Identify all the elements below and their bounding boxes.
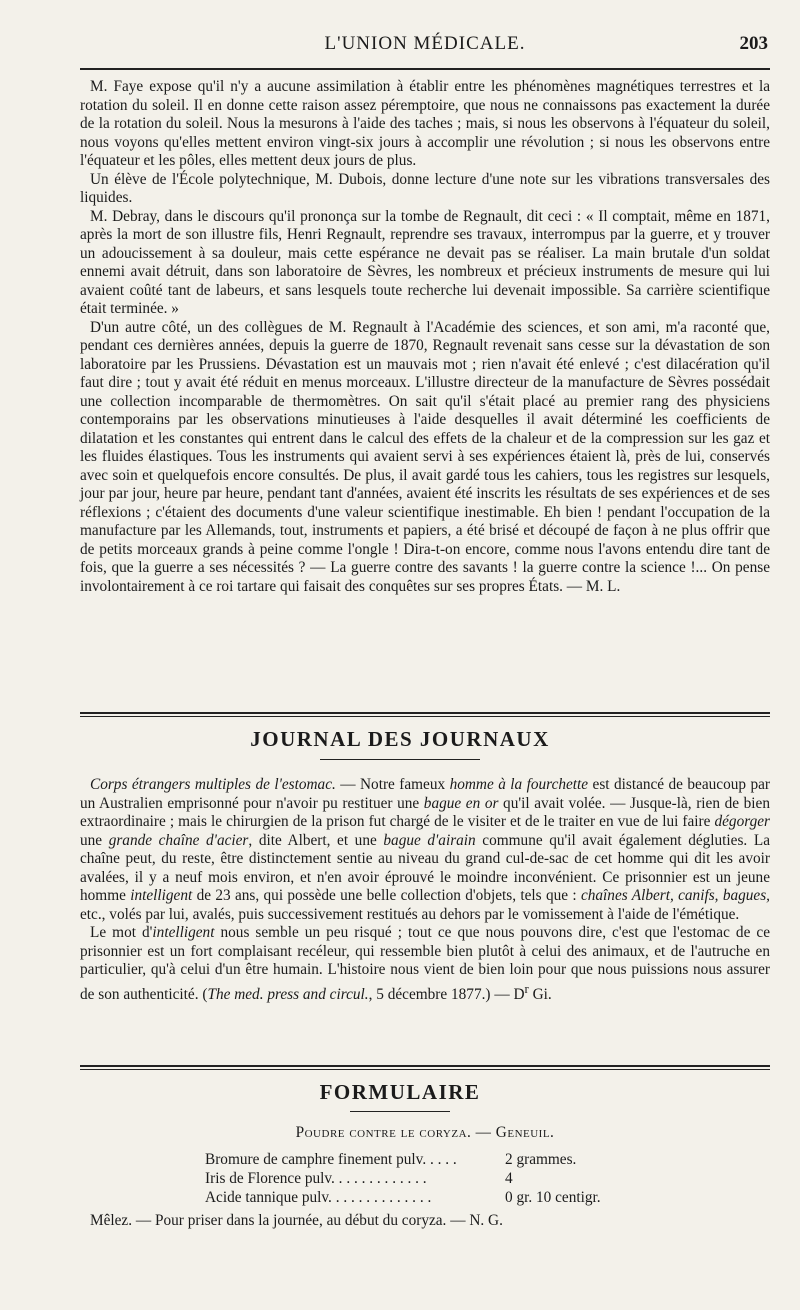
recipe-instructions: Mêlez. — Pour priser dans la journée, au début du coryza. — N. G. [90,1212,503,1229]
paragraph-faye: M. Faye expose qu'il n'y a aucune assimilation à établir entre les phénomènes magnétiques terrestres et la rotation du soleil. Il en donne cette raison assez péremptoire, que nous ne connaissons pas exactement la durée de la rotation du soleil. Nous la mesurons à l'aide des taches ; mais, si nous les observons à l'équateur du soleil, nous voyons qu'elles mettent environ vingt-six jours à accomplir une révolution ; si nous les observons entre l'équateur et les pôles, elles mettent deux jours de plus. [80,78,770,169]
paragraph-debray: M. Debray, dans le discours qu'il prononça sur la tombe de Regnault, dit ceci : « Il comptait, même en 1871, après la mort de son illustre fils, Henri Regnault, reprendre ses travaux, interrompus par la guerre, et y trouver un adoucissement à sa douleur, mais cette espérance ne devait pas se réaliser. La main brutale d'un soldat ennemi avait détruit, dans son laboratoire de Sèvres, les nombreux et précieux instruments de mesure qui lui avaient coûté tant de labeurs, et sans lesquels toute recherche lui devenait impossible. Sa carrière scientifique était terminée. » [80,207,770,317]
ingredient-row: Bromure de camphre finement pulv. . . . . 2 grammes. [205,1151,577,1168]
running-header [80,33,770,61]
paragraph-foreign-bodies: Corps étrangers multiples de l'estomac. — Notre fameux homme à la fourchette est distancé de beaucoup par un Australien emprisonné pour n'avoir pu restituer une bague en or qu'il avait volée. — Jusque-là, rien de bien extraordinaire ; mais le chirurgien de la prison fut chargé de le visiter et de le traiter en vue de lui faire dégorger une grande chaîne d'acier, dite Albert, et une bague d'airain commune qu'il avait également dégluties. La chaîne peut, du reste, être distinctement sentie au niveau du grand cul-de-sac de cet homme qui dit les avoir avalées, il y a neuf mois environ, et n'en avoir éprouvé le moindre inconvénient. Ce prisonnier est un jeune homme intelligent de 23 ans, qui possède une belle collection d'objets, tels que : chaînes Albert, canifs, bagues, etc., volés par lui, avalés, puis successivement restitués au dehors par le vomissement à l'aide de l'émétique. [80,776,770,923]
section-heading-journal: JOURNAL DES JOURNAUX [250,727,550,751]
section-rule-formulaire [80,1065,770,1067]
citation-source: The med. press and circul. [207,985,369,1003]
ingredient-row: Acide tannique pulv. . . . . . . . . . . . . . 0 gr. 10 centigr. [205,1189,601,1206]
article-academy-report [80,78,770,596]
header-rule [80,68,770,70]
section-rule-top [80,712,770,714]
article-title: Corps étrangers multiples de l'estomac. [90,776,336,793]
section-rule-top-thin [80,716,770,717]
ingredient-row: Iris de Florence pulv. . . . . . . . . . . . . 4 [205,1170,513,1187]
formulaire-underline [350,1111,450,1112]
section-heading-formulaire: FORMULAIRE [319,1080,481,1104]
recipe-ingredients [205,1150,665,1207]
recipe-title: Poudre contre le coryza. — Geneuil. [295,1124,555,1141]
journal-title: L'UNION MÉDICALE. [324,33,526,54]
section-rule-formulaire-thin [80,1069,770,1070]
page-number: 203 [739,33,768,54]
paragraph-commentary: Le mot d'intelligent nous semble un peu risqué ; tout ce que nous pouvons dire, c'est que l'estomac de ce prisonnier est un fort complaisant recéleur, qui ressemble bien plutôt à celui des animaux, et de l'autruche en particulier, qu'à celui d'un être humain. L'histoire nous vient de bien loin pour que nous puissions nous assurer de son authenticité. (The med. press and circul., 5 décembre 1877.) — $D^r$ Gi. [80,924,770,1003]
heading-underline [320,759,480,760]
paragraph-dubois: Un élève de l'École polytechnique, M. Dubois, donne lecture d'une note sur les vibrations transversales des liquides. [80,170,770,206]
paragraph-regnault: D'un autre côté, un des collègues de M. Regnault à l'Académie des sciences, et son ami, m'a raconté que, pendant ces dernières années, depuis la guerre de 1870, Regnault revenait sans cesse sur la dévastation de son laboratoire par les Prussiens. Dévastation est un mauvais mot ; rien n'avait été enlevé ; c'est dilacération qu'il faut dire ; tout y avait été réduit en menus morceaux. L'illustre directeur de la manufacture de Sèvres possédait une collection incomparable de thermomètres. On sait qu'il s'était placé au premier rang des physiciens contemporains par les observations minutieuses à l'aide desquelles il avait déterminé les coefficients de dilatation et les constantes qui entrent dans le calcul des effets de la chaleur et de la compression sur les gaz et les fluides élastiques. Tous les instruments qui avaient servi à ses expériences étaient là, près de lui, conservés avec soin et quelquefois encore consultés. De plus, il avait gardé tous les cahiers, tous les registres sur lesquels, jour par jour, heure par heure, pendant tant d'années, avaient été inscrits les résultats de ses expériences et de ses réflexions ; c'étaient des documents d'une valeur scientifique inestimable. Eh bien ! pendant l'occupation de la manufacture par les Allemands, tout, instruments et papiers, a été brisé et découpé de façon à ne plus offrir que de petits morceaux grands à peine comme l'ongle ! Dira-t-on encore, comme nous l'avons entendu dire tant de fois, que la guerre a ses nécessités ? — La guerre contre des savants ! la guerre contre la science !... On pense involontairement à ce roi tartare qui faisait des conquêtes sur ses propres États. — M. L. [80,318,770,595]
article-foreign-bodies [80,776,770,1004]
